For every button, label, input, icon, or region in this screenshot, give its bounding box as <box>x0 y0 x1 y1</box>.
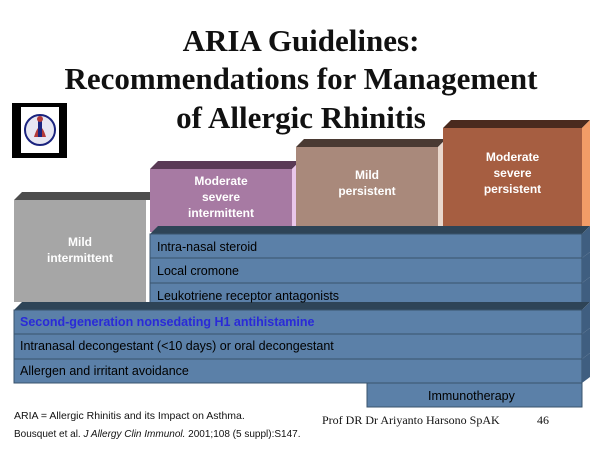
treatment-label-avoidance: Allergen and irritant avoidance <box>20 364 189 378</box>
citation-authors: Bousquet et al. <box>14 429 81 440</box>
footer-citation <box>14 429 300 440</box>
treatment-label-decongestant: Intranasal decongestant (<10 days) or oral decongestant <box>20 339 334 353</box>
treatment-label-intra-nasal-steroid: Intra-nasal steroid <box>157 240 258 254</box>
severity-label-mild-persistent: Mild persistent <box>338 168 396 198</box>
citation-journal: J Allergy Clin Immunol. <box>83 429 186 440</box>
treatment-label-leukotriene: Leukotriene receptor antagonists <box>157 289 340 303</box>
title-line-2: Recommendations for Management <box>64 61 538 96</box>
treatment-label-h1-antihistamine: Second-generation nonsedating H1 antihistamine <box>20 315 315 329</box>
treatment-label-immunotherapy: Immunotherapy <box>428 389 515 403</box>
footer-note: ARIA = Allergic Rhinitis and its Impact on Asthma. <box>14 410 245 422</box>
citation-details: 2001;108 (5 suppl):S147. <box>188 429 301 440</box>
page-number: 46 <box>537 413 549 427</box>
severity-label-mild-intermittent: Mild intermittent <box>47 235 113 265</box>
severity-label-moderate-severe-intermittent: Moderate severe intermittent <box>188 174 254 220</box>
presenter-name: Prof DR Dr Ariyanto Harsono SpAK <box>322 413 500 427</box>
title-line-3: of Allergic Rhinitis <box>176 100 426 135</box>
severity-label-moderate-severe-persistent: Moderate severe persistent <box>483 150 542 196</box>
treatment-label-local-cromone: Local cromone <box>157 264 239 278</box>
title-line-1: ARIA Guidelines: <box>182 23 420 58</box>
